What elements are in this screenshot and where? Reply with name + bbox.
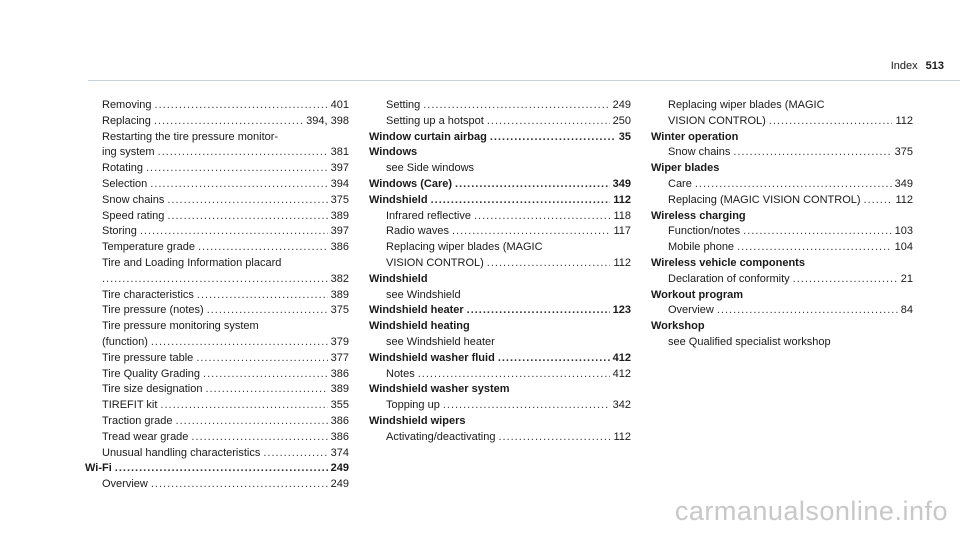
page-header	[0, 0, 960, 82]
dot-leader	[467, 303, 610, 319]
index-subentry[interactable]	[85, 177, 349, 193]
entry-label: Infrared reflective	[386, 209, 471, 222]
index-subentry	[651, 335, 913, 351]
index-subentry[interactable]	[85, 477, 349, 493]
entry-label: Unusual handling characteristics	[102, 446, 261, 459]
entry-label: see Windshield	[386, 288, 461, 301]
dot-leader	[146, 161, 328, 177]
dot-leader	[487, 256, 611, 272]
entry-page-number[interactable]: 118	[613, 209, 631, 222]
entry-page-number[interactable]: 397	[330, 162, 349, 175]
entry-page-number[interactable]: 342	[612, 399, 631, 412]
entry-label: Replacing	[102, 114, 151, 127]
entry-label: Windshield washer fluid	[369, 351, 495, 364]
entry-page-number[interactable]: 401	[330, 99, 349, 111]
dot-leader	[769, 114, 893, 130]
entry-label: VISION CONTROL)	[668, 114, 766, 127]
dot-leader	[154, 114, 303, 130]
entry-page-number[interactable]: 355	[330, 399, 349, 412]
entry-page-number[interactable]: 412	[612, 351, 631, 364]
index-heading	[651, 130, 913, 146]
entry-page-number[interactable]: 112	[895, 193, 913, 206]
entry-page-number[interactable]: 389	[330, 288, 349, 301]
dot-leader	[167, 193, 327, 209]
entry-label: Replacing wiper blades (MAGIC	[668, 99, 825, 111]
index-column-1	[85, 98, 349, 493]
index-subentry[interactable]	[651, 272, 913, 288]
entry-page-number[interactable]: 21	[900, 272, 913, 285]
entry-label: TIREFIT kit	[102, 399, 158, 412]
entry-label: Traction grade	[102, 414, 173, 427]
index-subentry[interactable]	[369, 114, 631, 130]
index-heading[interactable]	[369, 130, 631, 146]
entry-label: Declaration of conformity	[668, 272, 790, 285]
index-subentry[interactable]	[85, 414, 349, 430]
index-subentry[interactable]	[85, 145, 349, 161]
index-subentry[interactable]	[85, 288, 349, 304]
entry-label: Tire pressure monitoring system	[102, 320, 259, 333]
entry-label: Setting up a hotspot	[386, 114, 484, 127]
entry-label: Tire characteristics	[102, 288, 194, 301]
index-subentry[interactable]	[85, 382, 349, 398]
dot-leader	[443, 398, 610, 414]
entry-page-number[interactable]: 35	[618, 130, 631, 143]
entry-label: Tread wear grade	[102, 430, 189, 443]
index-subentry[interactable]	[651, 114, 913, 130]
dot-leader	[423, 98, 609, 114]
index-subentry	[369, 161, 631, 177]
entry-page-number[interactable]: 112	[895, 114, 913, 127]
dot-leader	[418, 367, 610, 383]
entry-label: Selection	[102, 177, 148, 190]
dot-leader	[203, 367, 328, 383]
index-subentry[interactable]	[651, 303, 913, 319]
entry-label: Windshield heating	[369, 320, 470, 333]
entry-label: Restarting the tire pressure monitor-	[102, 130, 279, 143]
entry-page-number[interactable]: 117	[613, 225, 631, 238]
dot-leader	[140, 224, 328, 240]
entry-page-number[interactable]: 84	[900, 304, 913, 317]
index-subentry[interactable]	[651, 224, 913, 240]
entry-page-number[interactable]: 375	[330, 304, 349, 317]
entry-label: Window curtain airbag	[369, 130, 487, 143]
entry-label: Snow chains	[668, 146, 731, 159]
dot-leader	[191, 430, 327, 446]
entry-label: Windshield washer system	[369, 383, 510, 396]
index-heading	[651, 319, 913, 335]
entry-label: Windshield	[369, 193, 428, 206]
dot-leader	[205, 382, 327, 398]
index-subentry[interactable]	[85, 161, 349, 177]
entry-page-number[interactable]: 386	[330, 430, 349, 443]
entry-label: VISION CONTROL)	[386, 256, 484, 269]
entry-label: Rotating	[102, 162, 143, 175]
entry-page-number[interactable]: 389	[330, 383, 349, 396]
entry-page-number[interactable]: 375	[894, 146, 913, 159]
index-subentry	[85, 319, 349, 335]
entry-label: Setting	[386, 99, 421, 111]
header-section-title: Index	[890, 60, 918, 72]
dot-leader	[431, 193, 611, 209]
entry-label: Replacing wiper blades (MAGIC	[386, 241, 543, 254]
entry-page-number[interactable]: 397	[330, 225, 349, 238]
entry-label: Windshield	[369, 272, 428, 285]
entry-label: Speed rating	[102, 209, 165, 222]
entry-page-number[interactable]: 249	[612, 99, 631, 111]
dot-leader	[733, 145, 891, 161]
dot-leader	[474, 209, 610, 225]
entry-page-number[interactable]: 103	[894, 225, 913, 238]
entry-label: Wireless vehicle components	[651, 256, 805, 269]
index-subentry[interactable]	[369, 209, 631, 225]
entry-label: (function)	[102, 335, 148, 348]
dot-leader	[455, 177, 610, 193]
index-heading	[651, 288, 913, 304]
dot-leader	[793, 272, 898, 288]
index-subentry[interactable]	[85, 98, 349, 114]
entry-label: see Side windows	[386, 162, 475, 175]
entry-page-number[interactable]: 382	[330, 272, 349, 285]
entry-page-number[interactable]: 394	[330, 177, 349, 190]
dot-leader	[155, 98, 328, 114]
index-heading	[369, 414, 631, 430]
entry-label: Wi-Fi	[85, 462, 112, 475]
index-heading	[651, 161, 913, 177]
dot-leader	[487, 114, 610, 130]
index-column-2	[369, 98, 631, 446]
index-subentry	[369, 240, 631, 256]
index-subentry	[369, 335, 631, 351]
index-subentry[interactable]	[651, 240, 913, 256]
index-heading[interactable]	[369, 303, 631, 319]
dot-leader	[150, 177, 327, 193]
entry-page-number[interactable]: 249	[330, 462, 349, 475]
entry-page-number[interactable]: 386	[330, 241, 349, 254]
index-subentry[interactable]	[85, 446, 349, 462]
index-subentry[interactable]	[85, 209, 349, 225]
entry-label: Winter operation	[651, 130, 739, 143]
entry-label: Windows (Care)	[369, 177, 453, 190]
index-subentry[interactable]	[369, 224, 631, 240]
dot-leader	[151, 477, 328, 493]
entry-label: Windshield heater	[369, 304, 464, 317]
entry-label: Tire pressure table	[102, 351, 194, 364]
dot-leader	[160, 398, 327, 414]
entry-label: Overview	[668, 304, 714, 317]
index-heading[interactable]	[369, 193, 631, 209]
index-subentry[interactable]	[651, 145, 913, 161]
index-heading	[369, 272, 631, 288]
entry-page-number[interactable]: 123	[612, 304, 631, 317]
dot-leader	[197, 288, 328, 304]
entry-label: ing system	[102, 146, 155, 159]
dot-leader	[151, 335, 328, 351]
entry-label: Removing	[102, 99, 152, 111]
index-subentry[interactable]	[85, 240, 349, 256]
header-page-number: 513	[925, 60, 944, 72]
index-subentry	[85, 256, 349, 272]
watermark-text: carmanualsonline.info	[674, 496, 948, 526]
dot-leader	[498, 430, 610, 446]
dot-leader	[452, 224, 610, 240]
entry-page-number[interactable]: 394, 398	[306, 114, 349, 127]
entry-label: Tire Quality Grading	[102, 367, 201, 380]
index-heading	[651, 209, 913, 225]
index-subentry[interactable]	[651, 193, 913, 209]
entry-page-number[interactable]: 112	[613, 256, 631, 269]
entry-label: Workout program	[651, 288, 744, 301]
dot-leader	[490, 130, 616, 146]
index-subentry[interactable]	[85, 351, 349, 367]
index-heading	[651, 256, 913, 272]
index-subentry[interactable]	[85, 303, 349, 319]
entry-label: Activating/deactivating	[386, 430, 496, 443]
dot-leader	[207, 303, 328, 319]
entry-label: Wiper blades	[651, 162, 720, 175]
index-heading	[369, 319, 631, 335]
entry-label: Function/notes	[668, 225, 741, 238]
entry-label: Workshop	[651, 320, 705, 333]
index-subentry[interactable]	[369, 256, 631, 272]
header-divider	[88, 80, 960, 81]
entry-label: Windshield wipers	[369, 414, 466, 427]
entry-page-number[interactable]: 386	[330, 367, 349, 380]
dot-leader	[695, 177, 892, 193]
entry-label: Notes	[386, 367, 415, 380]
entry-page-number[interactable]: 112	[613, 430, 631, 443]
entry-page-number[interactable]: 104	[894, 241, 913, 254]
index-subentry[interactable]	[85, 367, 349, 383]
index-heading[interactable]	[369, 351, 631, 367]
dot-leader	[167, 209, 327, 225]
entry-page-number[interactable]: 112	[613, 193, 631, 206]
dot-leader	[158, 145, 328, 161]
dot-leader	[102, 272, 328, 288]
entry-page-number[interactable]: 375	[330, 193, 349, 206]
header-text	[891, 60, 944, 72]
entry-page-number[interactable]: 377	[330, 351, 349, 364]
dot-leader	[263, 446, 327, 462]
entry-page-number[interactable]: 386	[330, 414, 349, 427]
entry-label: Windows	[369, 146, 418, 159]
entry-label: see Qualified specialist workshop	[668, 335, 831, 348]
index-subentry[interactable]	[651, 177, 913, 193]
dot-leader	[115, 461, 328, 477]
dot-leader	[864, 193, 893, 209]
entry-label: Tire and Loading Information placard	[102, 256, 282, 269]
index-heading	[369, 382, 631, 398]
index-subentry	[651, 98, 913, 114]
entry-label: Wireless charging	[651, 209, 746, 222]
index-heading[interactable]	[369, 177, 631, 193]
index-subentry	[85, 130, 349, 146]
entry-page-number[interactable]: 250	[612, 114, 631, 127]
entry-page-number[interactable]: 374	[330, 446, 349, 459]
dot-leader	[198, 240, 328, 256]
index-column-3	[651, 98, 913, 351]
index-subentry	[369, 288, 631, 304]
index-subentry[interactable]	[85, 224, 349, 240]
entry-label: see Windshield heater	[386, 335, 495, 348]
index-subentry[interactable]	[85, 430, 349, 446]
entry-label: Snow chains	[102, 193, 165, 206]
entry-label: Mobile phone	[668, 241, 735, 254]
index-subentry[interactable]	[85, 272, 349, 288]
dot-leader	[498, 351, 610, 367]
index-subentry[interactable]	[85, 114, 349, 130]
dot-leader	[743, 224, 891, 240]
dot-leader	[196, 351, 327, 367]
index-heading[interactable]	[85, 461, 349, 477]
entry-page-number[interactable]: 379	[330, 335, 349, 348]
index-subentry[interactable]	[369, 430, 631, 446]
entry-page-number[interactable]: 412	[612, 367, 631, 380]
index-subentry[interactable]	[85, 193, 349, 209]
entry-label: Replacing (MAGIC VISION CONTROL)	[668, 193, 861, 206]
entry-page-number[interactable]: 249	[330, 478, 349, 491]
index-heading	[369, 145, 631, 161]
entry-label: Tire size designation	[102, 383, 203, 396]
entry-label: Temperature grade	[102, 241, 195, 254]
dot-leader	[176, 414, 328, 430]
index-subentry[interactable]	[85, 335, 349, 351]
entry-label: Care	[668, 177, 692, 190]
entry-label: Storing	[102, 225, 137, 238]
entry-label: Tire pressure (notes)	[102, 304, 204, 317]
dot-leader	[717, 303, 898, 319]
entry-page-number[interactable]: 389	[330, 209, 349, 222]
entry-page-number[interactable]: 381	[330, 146, 349, 159]
index-subentry[interactable]	[369, 367, 631, 383]
entry-page-number[interactable]: 349	[612, 177, 631, 190]
index-subentry[interactable]	[85, 398, 349, 414]
dot-leader	[737, 240, 892, 256]
entry-label: Radio waves	[386, 225, 449, 238]
index-subentry[interactable]	[369, 398, 631, 414]
entry-label: Topping up	[386, 399, 440, 412]
entry-label: Overview	[102, 478, 148, 491]
index-subentry[interactable]	[369, 98, 631, 114]
entry-page-number[interactable]: 349	[894, 177, 913, 190]
